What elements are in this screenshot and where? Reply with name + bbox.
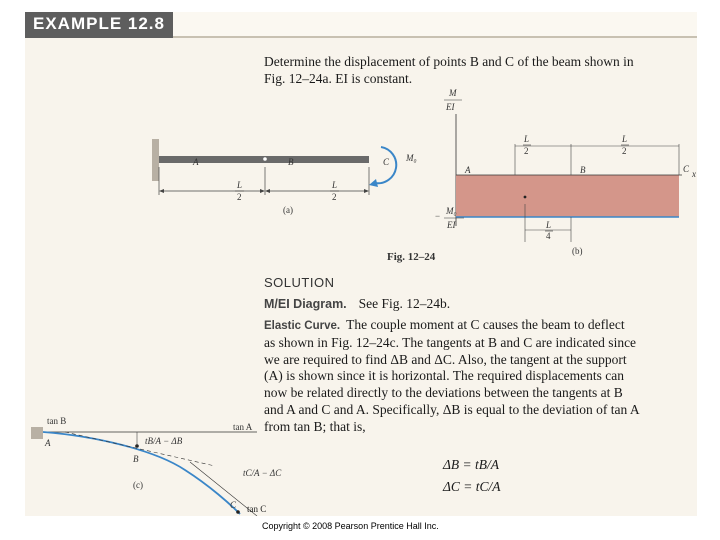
figure-b-mei-diagram — [420, 84, 697, 254]
dev-b-label: tB/A − ΔB — [145, 436, 183, 446]
text-line-7: from tan B; that is, — [264, 418, 366, 434]
copyright-footer: Copyright © 2008 Pearson Prentice Hall Inc. — [262, 521, 439, 531]
elastic-curve — [43, 432, 240, 514]
value-sign: − — [435, 211, 441, 221]
half-den-2: 2 — [622, 146, 627, 156]
label-c: C — [683, 164, 690, 174]
tan-c-label: tan C — [247, 504, 267, 514]
label-moment: M₀ — [406, 153, 417, 163]
wall — [152, 139, 159, 181]
text-line-4: (A) is shown since it is horizontal. The required displacements can — [264, 368, 625, 384]
label-c: C — [383, 157, 390, 167]
mei-paragraph — [264, 296, 450, 312]
text-line — [264, 317, 684, 335]
text-line-2: as shown in Fig. 12–24c. The tangents at B and C are indicated since — [264, 334, 637, 350]
figure-a-label: (a) — [283, 205, 293, 215]
point-b-marker — [263, 157, 267, 161]
dim-arrow — [364, 189, 369, 193]
value-den: EI — [447, 220, 456, 230]
figure-b-label: (b) — [572, 246, 583, 256]
point-c-marker — [236, 510, 240, 514]
dim-arrow — [265, 189, 270, 193]
label-x: x — [692, 169, 696, 179]
example-tag — [25, 12, 173, 38]
dim-arrow — [260, 189, 265, 193]
label-a: A — [45, 438, 51, 448]
label-b: B — [580, 165, 586, 175]
figure-c-elastic-curve — [25, 412, 282, 516]
quarter-num: L — [546, 220, 552, 230]
elastic-heading: Elastic Curve. — [264, 320, 341, 332]
half-num-2: L — [332, 180, 338, 190]
half-den-1: 2 — [524, 146, 529, 156]
tangent-b-line — [65, 432, 215, 466]
axis-den: EI — [446, 102, 455, 112]
tan-a-label: tan A — [233, 422, 253, 432]
textbook-page — [25, 12, 697, 516]
problem-line-2: Fig. 12–24a. EI is constant. — [264, 71, 413, 86]
dev-c-label: tC/A − ΔC — [243, 468, 282, 478]
moment-arrowhead — [369, 179, 378, 187]
tan-b-label: tan B — [47, 416, 67, 426]
quarter-den: 4 — [546, 231, 551, 241]
centroid-dot — [524, 196, 527, 199]
half-num-1: L — [237, 180, 243, 190]
half-num-1: L — [524, 134, 530, 144]
text-line-6: and A and C and A. Specifically, ΔB is equal to the deviation of tan A — [264, 401, 640, 417]
text-line-5: now be related directly to the deviations between the tangents at B — [264, 385, 623, 401]
half-den-1: 2 — [237, 192, 242, 202]
half-num-2: L — [622, 134, 628, 144]
figure-a-beam — [145, 127, 417, 237]
problem-line-1: Determine the displacement of points B and C of the beam shown in — [264, 54, 634, 69]
axis-num: M — [449, 88, 457, 98]
mei-region — [456, 175, 679, 217]
figure-c-label: (c) — [133, 480, 143, 490]
label-a: A — [193, 157, 199, 167]
label-c: C — [230, 500, 237, 510]
label-b: B — [133, 454, 139, 464]
figure-caption: Fig. 12–24 — [387, 251, 436, 263]
half-den-2: 2 — [332, 192, 337, 202]
label-a: A — [465, 165, 471, 175]
text-line-3: we are required to find ΔB and ΔC. Also, the tangent at the support — [264, 351, 627, 367]
equation-1: ΔB = tB/A — [443, 457, 500, 472]
value-num: M₀ — [446, 206, 457, 216]
elastic-curve-paragraph — [264, 317, 684, 436]
label-b: B — [288, 157, 294, 167]
text-line-1: The couple moment at C causes the beam to deflect — [346, 317, 625, 332]
support-wall — [31, 427, 43, 439]
mei-heading: M/EI Diagram. — [264, 297, 347, 311]
mei-text: See Fig. 12–24b. — [358, 296, 451, 311]
example-title: EXAMPLE 12.8 — [33, 14, 165, 33]
equation-2: ΔC = tC/A — [443, 479, 501, 494]
solution-heading: SOLUTION — [264, 275, 335, 290]
dim-arrow — [159, 189, 164, 193]
